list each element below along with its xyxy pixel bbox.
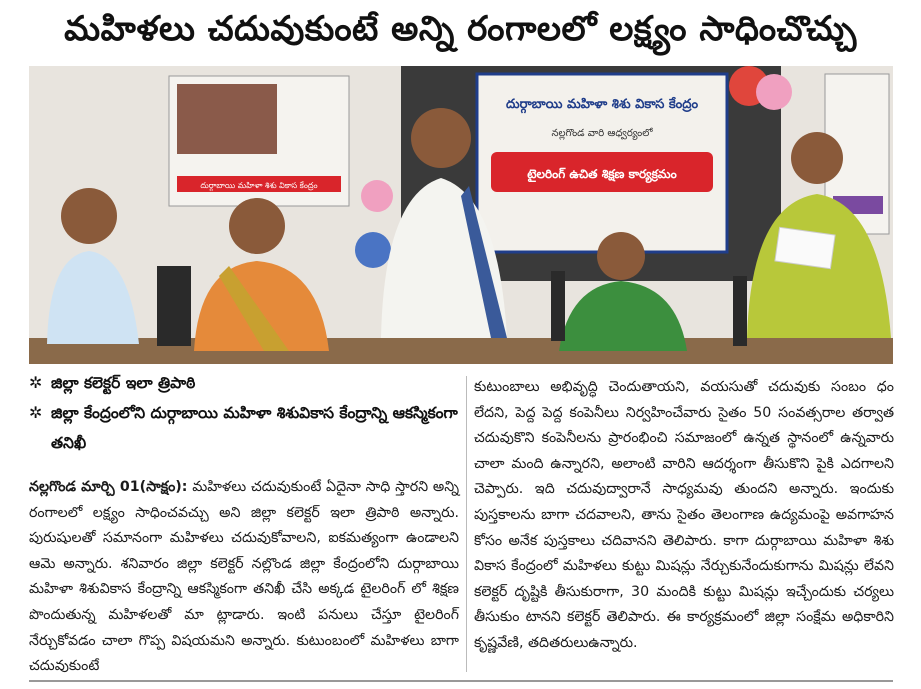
person-1-head	[61, 188, 117, 244]
article-text-left: మహిళలు చదువుకుంటే ఏదైనా సాధి స్తారని అన్ని రంగాలలో లక్ష్యం సాధించవచ్చు అని జిల్లా కలెక్టర్ ఇలా త్రిపాఠి అన్నారు. పురుషులతో సమానంగా మహిళలు చదువుకోవాలని, ఐకమత్యంగా ఉండాలని ఆమె అన్నారు. శనివారం జిల్లా కలెక్టర్ నల్లొండ జిల్లా కేంద్రంలోని దుర్గాబాయి మహిళా శిశువికాస కేంద్రాన్ని ఆకస్మికంగా తనిఖీ చేసి అక్కడ టైలరింగ్ లో శిక్షణ పొందుతున్న మహిళలతో మా ట్లాడారు. ఇంటి పనులు చేస్తూ టైలరింగ్ నేర్చుకోవడం చాలా గొప్ప విషయమని అన్నారు. కుటుంబంలో మహిళలు బాగా చదువుకుంటే	[29, 479, 459, 675]
news-photo	[29, 66, 893, 364]
article-column-right	[474, 375, 894, 657]
article-column-left	[29, 475, 459, 680]
highlight-text: జిల్లా కలెక్టర్ ఇలా త్రిపాఠి	[51, 374, 196, 392]
chair-1	[157, 266, 191, 346]
poster-image	[177, 84, 277, 154]
person-3-head	[411, 108, 471, 168]
person-5-head	[791, 132, 843, 184]
highlights	[29, 368, 465, 458]
bullet-icon: ✲	[29, 373, 43, 392]
highlight-item	[29, 398, 465, 458]
article-paragraph-left	[29, 475, 459, 680]
article-text-right: కుటుంబాలు అభివృద్ధి చెందుతాయని, వయసుతో చదువుకు సంబం ధం లేదని, పెద్ద పెద్ద కంపెనీలు నిర్వహించేవారు సైతం 50 సంవత్సరాల తర్వాత చదువుకొని కంపెనీలను ప్రారంభించి సమాజంలో ఉన్నత స్థానంలో ఉన్నవారు చాలా మంది ఉన్నారని, అలాంటి వారిని ఆదర్శంగా తీసుకొని పైకి ఎదగాలని చెప్పారు. ఇది చదువుద్వారానే సాధ్యమవు తుందని అన్నారు. ఇందుకు పుస్తకాలను బాగా చదవాలని, తాను సైతం తెలంగాణ ఉద్యమంపై అవగాహన కోసం అనేక పుస్తకాలు చదివానని తెలిపారు. కాగా దుర్గాబాయి మహిళా శిశు వికాస కేంద్రంలో మహిళలు కుట్టు మిషన్లు నేర్చుకునేందుకుగాను మిషన్లు లేవని కలెక్టర్ దృష్టికి తీసుకురాగా, 30 మందికి కుట్టు మిషన్లు ఇచ్చేందుకు చర్యలు తీసుకుం టానని కలెక్టర్ తెలిపారు. ఈ కార్యక్రమంలో జిల్లా సంక్షేమ అధికారిని కృష్ణవేణి, తదితరులుఉన్నారు.	[474, 379, 894, 651]
photo-illustration	[29, 66, 893, 364]
balloon-pink	[756, 74, 792, 110]
highlight-item	[29, 368, 465, 398]
headline: మహిళలు చదువుకుంటే అన్ని రంగాలలో లక్ష్యం సాధించొచ్చు	[64, 9, 857, 49]
paper-sheets	[775, 227, 835, 268]
column-divider	[466, 376, 467, 672]
chair-2	[551, 271, 565, 341]
balloon-blue	[355, 232, 391, 268]
banner-line-2: నల్లగొండ వారి ఆధ్వర్యంలో	[551, 128, 653, 139]
bottom-rule	[29, 680, 893, 682]
banner-line-1: దుర్గాబాయి మహిళా శిశు వికాస కేంద్రం	[505, 97, 699, 112]
person-2-head	[229, 198, 285, 254]
dateline: నల్లగొండ మార్చి 01(సాక్షం):	[29, 479, 188, 495]
balloon-pink-2	[361, 180, 393, 212]
bullet-icon: ✲	[29, 403, 43, 422]
person-4-head	[597, 232, 645, 280]
chair-3	[733, 276, 747, 346]
highlight-text: జిల్లా కేంద్రంలోని దుర్గాబాయి మహిళా శిశువికాస కేంద్రాన్ని ఆకస్మికంగా తనిఖీ	[51, 404, 458, 452]
poster-text: దుర్గాబాయి మహిళా శిశు వికాస కేంద్రం	[200, 181, 318, 190]
banner-line-3: టైలరింగ్ ఉచిత శిక్షణ కార్యక్రమం	[527, 167, 677, 181]
